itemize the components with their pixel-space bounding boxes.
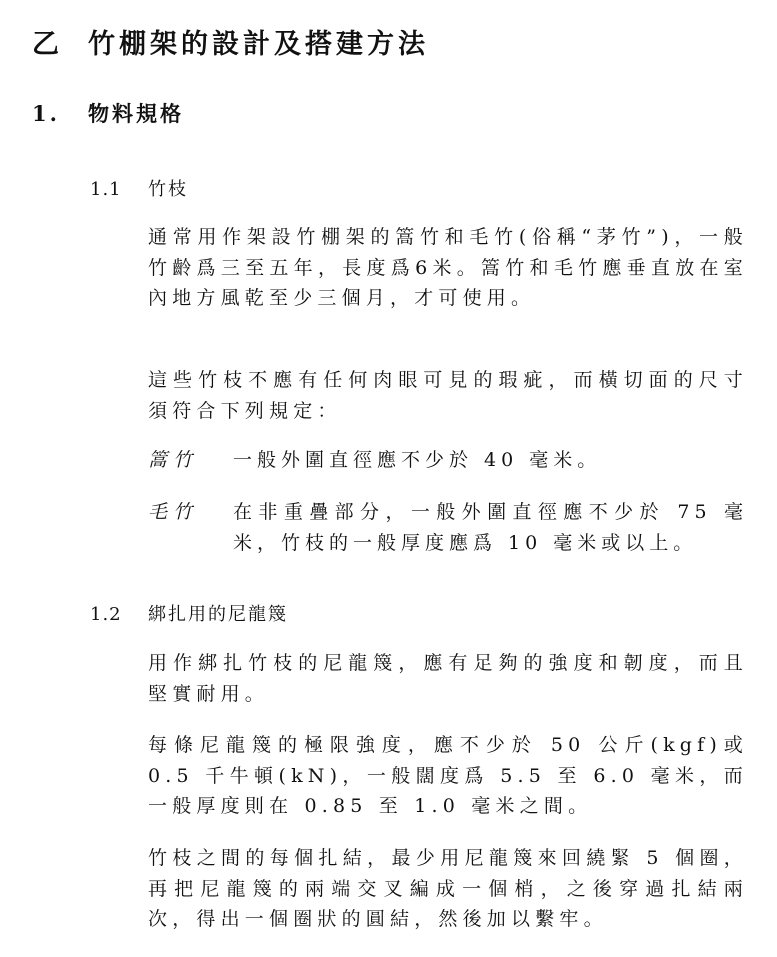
section-title: 竹棚架的設計及搭建方法 (88, 29, 429, 60)
subsection-number: 1. (32, 101, 60, 126)
item-1-1-paragraph-1: 通常用作架設竹棚架的篙竹和毛竹(俗稱“茅竹”)，一般竹齡爲三至五年，長度爲6米。篙竹和毛竹應垂直放在室內地方風乾至少三個月，才可使用。 (148, 226, 748, 309)
definition-term: 篙竹 (148, 449, 199, 471)
item-1-2-paragraph-2: 每條尼龍篾的極限強度，應不少於 50 公斤(kgf)或 0.5 千牛頓(kN)，一般闊度爲 5.5 至 6.0 毫米，而一般厚度則在 0.85 至 1.0 毫米之間。 (148, 734, 748, 817)
item-1-1-title: 竹枝 (148, 179, 188, 200)
definition-maozhu (148, 497, 748, 558)
item-1-2-paragraph-3: 竹枝之間的每個扎結，最少用尼龍篾來回繞緊 5 個圈，再把尼龍篾的兩端交叉編成一個梢，之後穿過扎結兩次，得出一個圈狀的圓結，然後加以繫牢。 (148, 847, 748, 930)
item-1-2-heading (90, 600, 288, 626)
item-1-1-heading (90, 175, 188, 201)
section-number: 乙 (32, 29, 63, 60)
item-1-1-paragraph-2: 這些竹枝不應有任何肉眼可見的瑕疵，而橫切面的尺寸須符合下列規定： (148, 369, 748, 422)
definition-term: 毛竹 (148, 501, 199, 523)
subsection-heading (32, 98, 184, 128)
definition-text: 在非重疊部分，一般外圍直徑應不少於 75 毫米，竹枝的一般厚度應爲 10 毫米或以上。 (233, 501, 748, 554)
subsection-title: 物料規格 (88, 101, 184, 126)
item-1-1-number: 1.1 (90, 179, 122, 200)
item-1-2-number: 1.2 (90, 604, 122, 625)
section-heading (32, 22, 429, 61)
item-1-2-title: 綁扎用的尼龍篾 (148, 604, 288, 625)
item-1-2-paragraph-1: 用作綁扎竹枝的尼龍篾，應有足夠的強度和韌度，而且堅實耐用。 (148, 652, 748, 705)
definition-gaozhu (148, 445, 748, 476)
definition-text: 一般外圍直徑應不少於 40 毫米。 (233, 449, 602, 471)
